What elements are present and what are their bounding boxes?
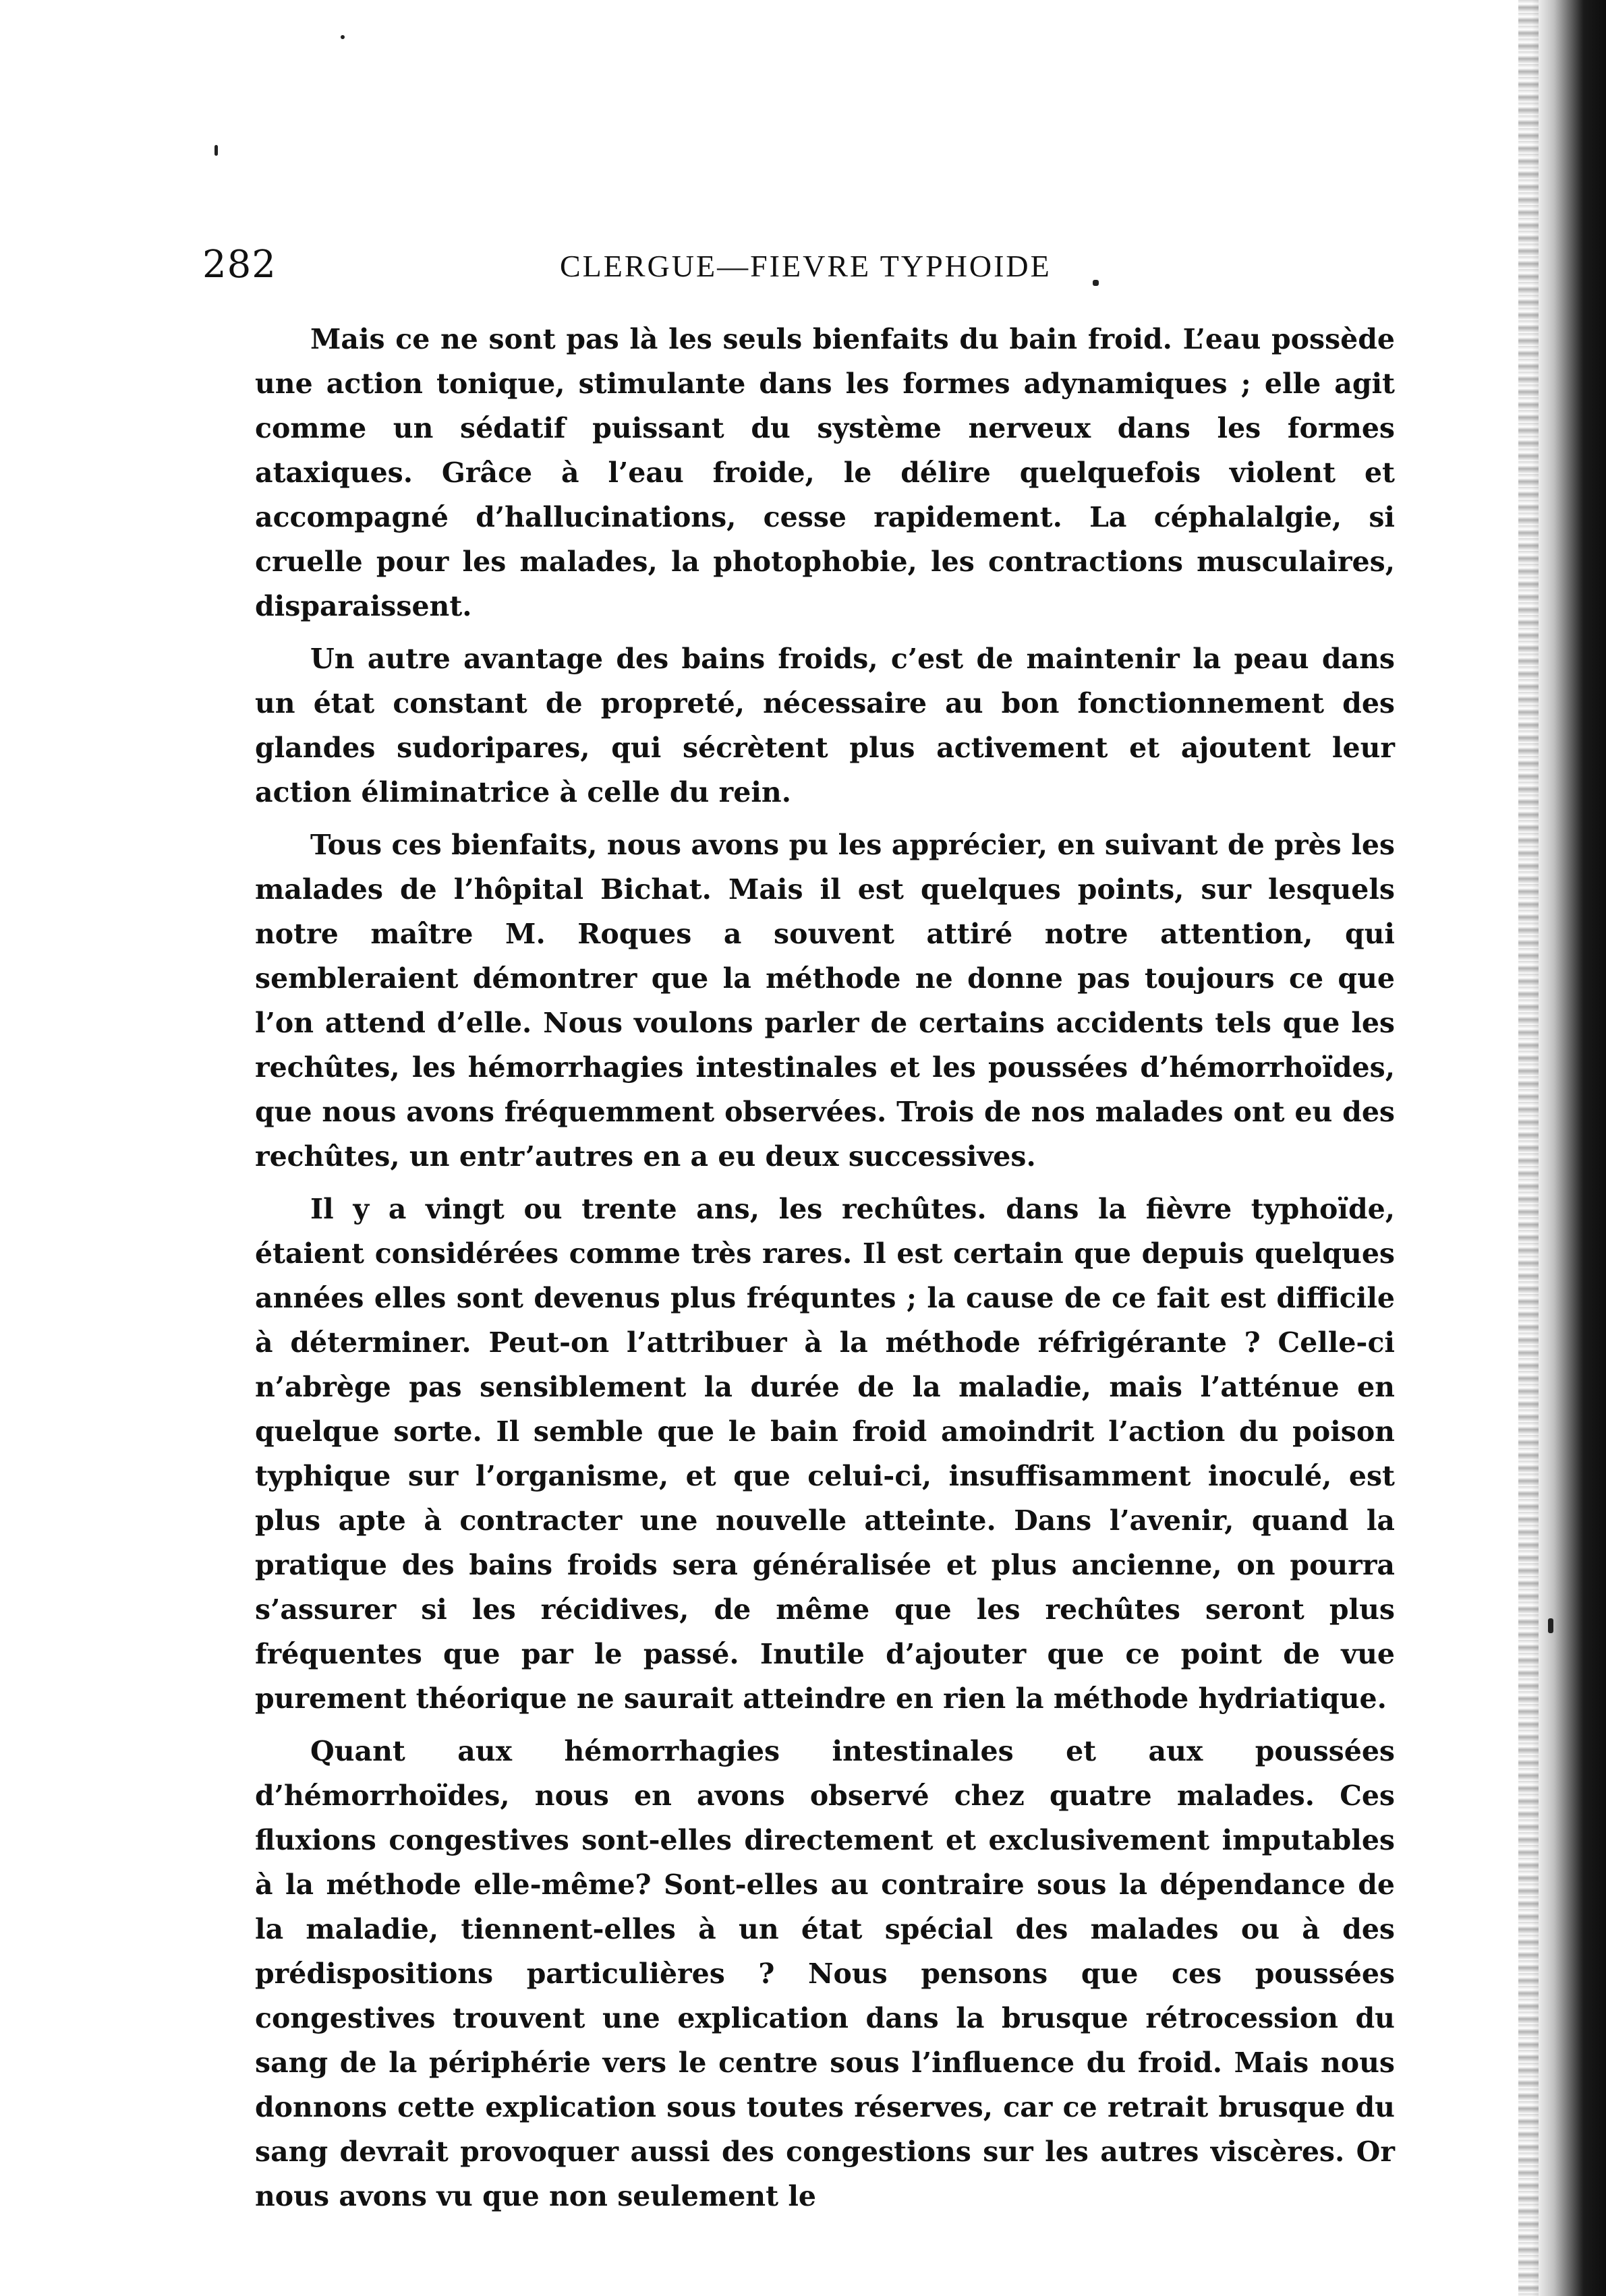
scan-edge-speckle (1518, 0, 1539, 2296)
paragraph: Quant aux hémorrhagies intestinales et aux poussées d’hémorrhoïdes, nous en avons observé chez quatre malades. Ces fluxions congestives sont-elles directement et exclusivement imputables à la méthode elle-même? Sont-elles au contraire sous la dépendance de la maladie, tiennent-elles à un état spécial des malades ou à des prédispositions particulières ? Nous pensons que ces poussées congestives trouvent une explication dans la brusque rétrocession du sang de la périphérie vers le centre sous l’influence du froid. Mais nous donnons cette explication sous toutes réserves, car ce retrait brusque du sang devrait provoquer aussi des congestions sur les autres viscères. Or nous avons vu que non seulement le (255, 1735, 1395, 2212)
page-header (202, 243, 1403, 297)
paragraph: Tous ces bienfaits, nous avons pu les apprécier, en suivant de près les malades de l’hôpital Bichat. Mais il est quelques points, sur lesquels notre maître M. Roques a souvent attiré notre attention, qui sembleraient démontrer que la méthode ne donne pas toujours ce que l’on attend d’elle. Nous voulons parler de certains accidents tels que les rechûtes, les hémorrhagies intestinales et les poussées d’hémorrhoïdes, que nous avons fréquemment observées. Trois de nos malades ont eu des rechûtes, un entr’autres en a eu deux successives. (255, 829, 1395, 1173)
paragraph: Mais ce ne sont pas là les seuls bienfaits du bain froid. L’eau possède une action tonique, stimulante dans les formes adynamiques ; elle agit comme un sédatif puissant du système nerveux dans les formes ataxiques. Grâce à l’eau froide, le délire quelquefois violent et accompagné d’hallucinations, cesse rapidement. La céphalalgie, si cruelle pour les malades, la photophobie, les contractions musculaires, disparaissent. (255, 323, 1395, 622)
paragraph: Il y a vingt ou trente ans, les rechûtes. dans la fièvre typhoïde, étaient considérées comme très rares. Il est certain que depuis quelques années elles sont devenus plus fréquntes ; la cause de ce fait est difficile à déterminer. Peut-on l’attribuer à la méthode réfrigérante ? Celle-ci n’abrège pas sensiblement la durée de la maladie, mais l’atténue en quelque sorte. Il semble que le bain froid amoindrit l’action du poison typhique sur l’organisme, et que celui-ci, insuffisamment inoculé, est plus apte à contracter une nouvelle atteinte. Dans l’avenir, quand la pratique des bains froids sera généralisée et plus ancienne, on pourra s’assurer si les récidives, de même que les rechûtes seront plus fréquentes que par le passé. Inutile d’ajouter que ce point de vue purement théorique ne saurait atteindre en rien la méthode hydriatique. (255, 1193, 1395, 1715)
body-text (255, 317, 1395, 2218)
margin-mark (214, 145, 218, 156)
margin-mark (341, 35, 345, 39)
page-number: 282 (202, 243, 277, 287)
scan-page-edge (1532, 0, 1606, 2296)
paragraph: Un autre avantage des bains froids, c’est de maintenir la peau dans un état constant de propreté, nécessaire au bon fonctionnement des glandes sudoripares, qui sécrètent plus activement et ajoutent leur action éliminatrice à celle du rein. (255, 643, 1395, 808)
margin-mark (1548, 1618, 1553, 1633)
running-title: CLERGUE—FIEVRE TYPHOIDE (560, 249, 1052, 283)
